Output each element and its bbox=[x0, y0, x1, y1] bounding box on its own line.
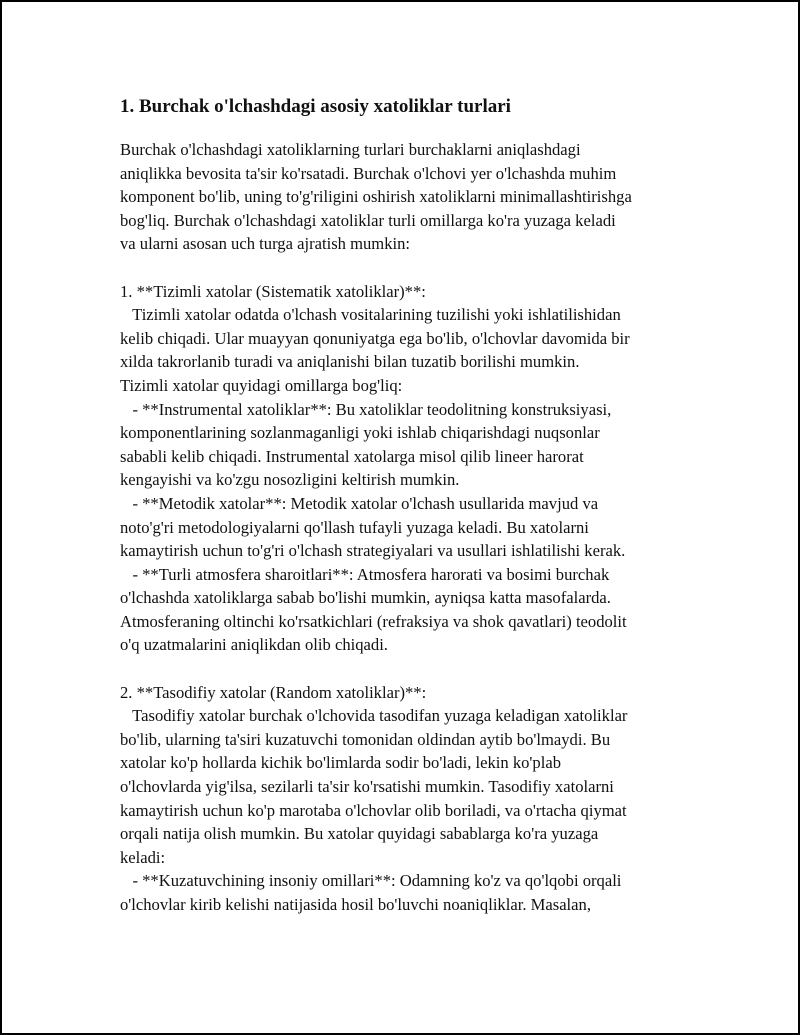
text-line: Burchak o'lchashdagi xatoliklarning turlari burchaklarni aniqlashdagi bbox=[120, 140, 581, 159]
text-line: komponentlarining sozlanmaganligi yoki ishlab chiqarishdagi nuqsonlar bbox=[120, 423, 600, 443]
text-line: aniqlikka bevosita ta'sir ko'rsatadi. Burchak o'lchovi yer o'lchashda muhim bbox=[120, 163, 617, 183]
text-line: kamaytirish uchun to'g'ri o'lchash strategiyalari va usullari ishlatilishi kerak. bbox=[120, 541, 626, 561]
text-line: - **Turli atmosfera sharoitlari**: Atmosfera harorati va bosimi burchak bbox=[120, 564, 610, 584]
text-line: Tizimli xatolar odatda o'lchash vositalarining tuzilishi yoki ishlatilishidan bbox=[120, 305, 621, 325]
text-line: bog'liq. Burchak o'lchashdagi xatoliklar turli omillarga ko'ra yuzaga keladi bbox=[120, 210, 616, 230]
text-line: o'lchashda xatoliklarga sabab bo'lishi mumkin, ayniqsa katta masofalarda. bbox=[120, 588, 611, 608]
text-line: 2. **Tasodifiy xatolar (Random xatoliklar)**: bbox=[120, 682, 427, 702]
text-line: - **Kuzatuvchining insoniy omillari**: Odamning ko'z va qo'lqobi orqali bbox=[120, 871, 622, 891]
blank-line bbox=[120, 657, 700, 681]
text-line: Tizimli xatolar quyidagi omillarga bog'liq: bbox=[120, 375, 403, 395]
document-content bbox=[120, 94, 700, 917]
text-line: o'q uzatmalarini aniqlikdan olib chiqadi. bbox=[120, 635, 388, 655]
text-line: o'lchovlar kirib kelishi natijasida hosil bo'luvchi noaniqliklar. Masalan, bbox=[120, 895, 591, 914]
text-line: va ularni asosan uch turga ajratish mumkin: bbox=[120, 234, 411, 254]
text-line: - **Metodik xatolar**: Metodik xatolar o'lchash usullarida mavjud va bbox=[120, 493, 599, 513]
text-line: bo'lib, ularning ta'siri kuzatuvchi tomonidan oldindan aytib bo'lmaydi. Bu bbox=[120, 729, 611, 749]
text-line: kelib chiqadi. Ular muayyan qonuniyatga ega bo'lib, o'lchovlar davomida bir bbox=[120, 328, 630, 348]
text-line: komponent bo'lib, uning to'g'riligini oshirish xatoliklarni minimallashtirishga bbox=[120, 187, 632, 207]
text-line: Tasodifiy xatolar burchak o'lchovida tasodifan yuzaga keladigan xatoliklar bbox=[120, 706, 628, 726]
body-text bbox=[120, 138, 700, 917]
text-line: - **Instrumental xatoliklar**: Bu xatoliklar teodolitning konstruksiyasi, bbox=[120, 399, 612, 419]
text-line: noto'g'ri metodologiyalarni qo'llash tufayli yuzaga keladi. Bu xatolarni bbox=[120, 517, 589, 537]
text-line: Atmosferaning oltinchi ko'rsatkichlari (refraksiya va shok qavatlari) teodolit bbox=[120, 611, 627, 631]
blank-line bbox=[120, 256, 700, 280]
text-line: xatolar ko'p hollarda kichik bo'limlarda sodir bo'ladi, lekin ko'plab bbox=[120, 753, 561, 773]
text-line: keladi: bbox=[120, 847, 166, 867]
text-line: o'lchovlarda yig'ilsa, sezilarli ta'sir ko'rsatishi mumkin. Tasodifiy xatolarni bbox=[120, 777, 614, 797]
text-line: orqali natija olish mumkin. Bu xatolar quyidagi sabablarga ko'ra yuzaga bbox=[120, 824, 599, 844]
text-line: kamaytirish uchun ko'p marotaba o'lchovlar olib boriladi, va o'rtacha qiymat bbox=[120, 800, 627, 820]
text-line: sababli kelib chiqadi. Instrumental xatolarga misol qilib lineer harorat bbox=[120, 446, 584, 466]
text-line: xilda takrorlanib turadi va aniqlanishi bilan tuzatib borilishi mumkin. bbox=[120, 352, 580, 372]
section-title: 1. Burchak o'lchashdagi asosiy xatoliklar turlari bbox=[120, 96, 511, 117]
text-line: kengayishi va ko'zgu nosozligini keltirish mumkin. bbox=[120, 470, 460, 490]
text-line: 1. **Tizimli xatolar (Sistematik xatoliklar)**: bbox=[120, 281, 426, 301]
